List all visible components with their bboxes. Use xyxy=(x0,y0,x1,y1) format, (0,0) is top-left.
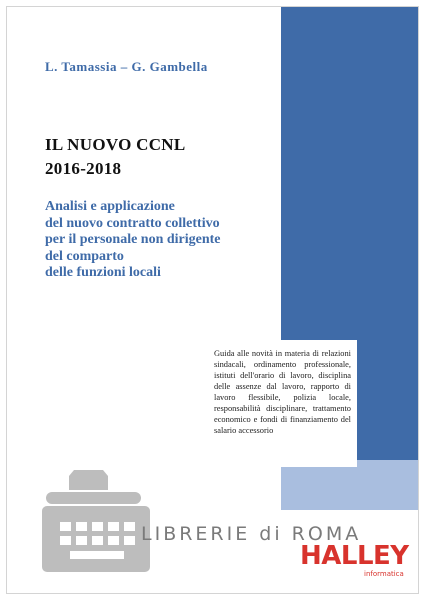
watermark-logo-text: LIBRERIE di ROMA xyxy=(141,523,362,545)
book-title-years: 2016-2018 xyxy=(45,159,122,178)
subtitle-line: per il personale non dirigente xyxy=(45,232,221,247)
subtitle-line: Analisi e applicazione xyxy=(45,199,175,214)
subtitle-line: del nuovo contratto collettivo xyxy=(45,215,220,231)
guide-description-box: Guida alle novità in materia di relazioni sindacali, ordinamento professionale, istituti dell'orario di lavoro, disciplina delle assenze dal lavoro, rapporto di lavoro flessibile, polizia locale, responsabilità disciplinare, trattamento economico e fondi di finanziamento del salario accessorio xyxy=(207,340,357,467)
subtitle-line: delle funzioni locali xyxy=(45,265,161,280)
publisher-tagline: informatica xyxy=(364,570,404,578)
publisher-logo: HALLEY xyxy=(300,541,409,571)
book-title: IL NUOVO CCNL xyxy=(45,135,186,154)
subtitle-line: del comparto xyxy=(45,248,124,264)
book-subtitle xyxy=(45,199,277,282)
authors: L. Tamassia – G. Gambella xyxy=(45,59,208,74)
